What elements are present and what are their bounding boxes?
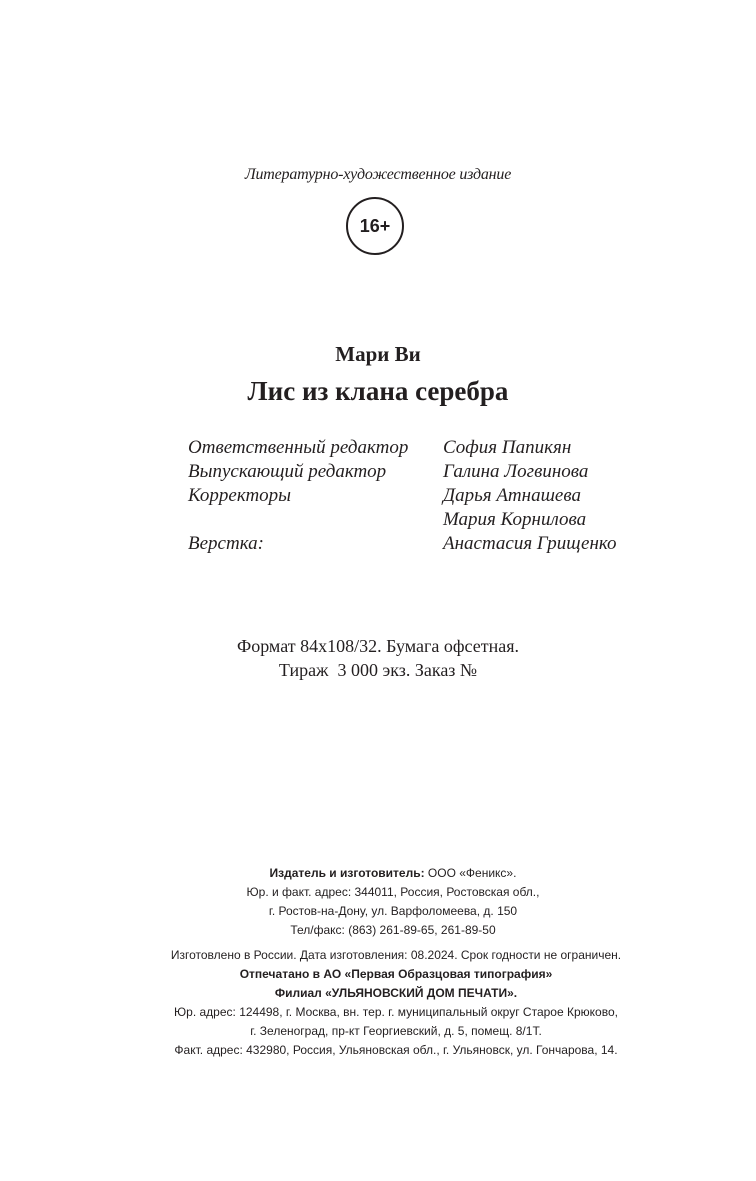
credit-row — [188, 532, 668, 556]
credit-name: Анастасия Грищенко — [443, 533, 617, 554]
print-run-line: Тираж 3 000 экз. Заказ № — [278, 660, 478, 680]
credit-row — [188, 436, 668, 460]
credit-row — [188, 460, 668, 484]
made-in-line: Изготовлено в России. Дата изготовления: 08.2024. Срок годности не ограничен. — [170, 948, 622, 962]
credit-name: Дарья Атнашева — [443, 485, 581, 506]
publisher-info — [0, 864, 756, 940]
publisher-address-line: г. Ростов-на-Дону, ул. Варфоломеева, д. 150 — [268, 904, 518, 918]
publisher-name: ООО «Феникс». — [424, 866, 517, 880]
book-author: Мари Ви — [335, 342, 421, 366]
printer-actual-address-line: Факт. адрес: 432980, Россия, Ульяновская обл., г. Ульяновск, ул. Гончарова, 14. — [174, 1043, 618, 1057]
credit-role: Выпускающий редактор — [188, 461, 387, 482]
publisher-address-line: Юр. и факт. адрес: 344011, Россия, Ростовская обл., — [246, 885, 540, 899]
format-line: Формат 84х108/32. Бумага офсетная. — [236, 636, 519, 656]
printer-legal-address-line: г. Зеленоград, пр-кт Георгиевский, д. 5, помещ. 8/1Т. — [250, 1024, 542, 1038]
print-specs — [0, 634, 756, 682]
printer-legal-address-line: Юр. адрес: 124498, г. Москва, вн. тер. г. муниципальный округ Старое Крюково, — [174, 1005, 618, 1019]
credit-name: Мария Корнилова — [443, 509, 587, 530]
credit-row — [188, 508, 668, 532]
printed-by-line: Отпечатано в АО «Первая Образцовая типография» — [239, 967, 553, 981]
credits-list — [188, 436, 668, 556]
credit-row — [188, 484, 668, 508]
manufacture-info — [0, 946, 756, 1060]
credit-role: Верстка: — [188, 533, 264, 554]
publisher-line — [0, 864, 756, 883]
printer-branch-line: Филиал «УЛЬЯНОВСКИЙ ДОМ ПЕЧАТИ». — [274, 986, 518, 1000]
age-rating-badge: 16+ — [346, 197, 404, 255]
publisher-label: Издатель и изготовитель: — [269, 866, 425, 880]
credit-name: Галина Логвинова — [443, 461, 589, 482]
publisher-phone-line: Тел/факс: (863) 261-89-65, 261-89-50 — [290, 923, 496, 937]
credit-name: София Папикян — [443, 437, 572, 458]
edition-type: Литературно-художественное издание — [244, 166, 512, 183]
credit-role: Ответственный редактор — [188, 437, 409, 458]
book-title: Лис из клана серебра — [247, 376, 509, 406]
credit-role: Корректоры — [188, 485, 292, 506]
credit-role — [188, 508, 443, 532]
